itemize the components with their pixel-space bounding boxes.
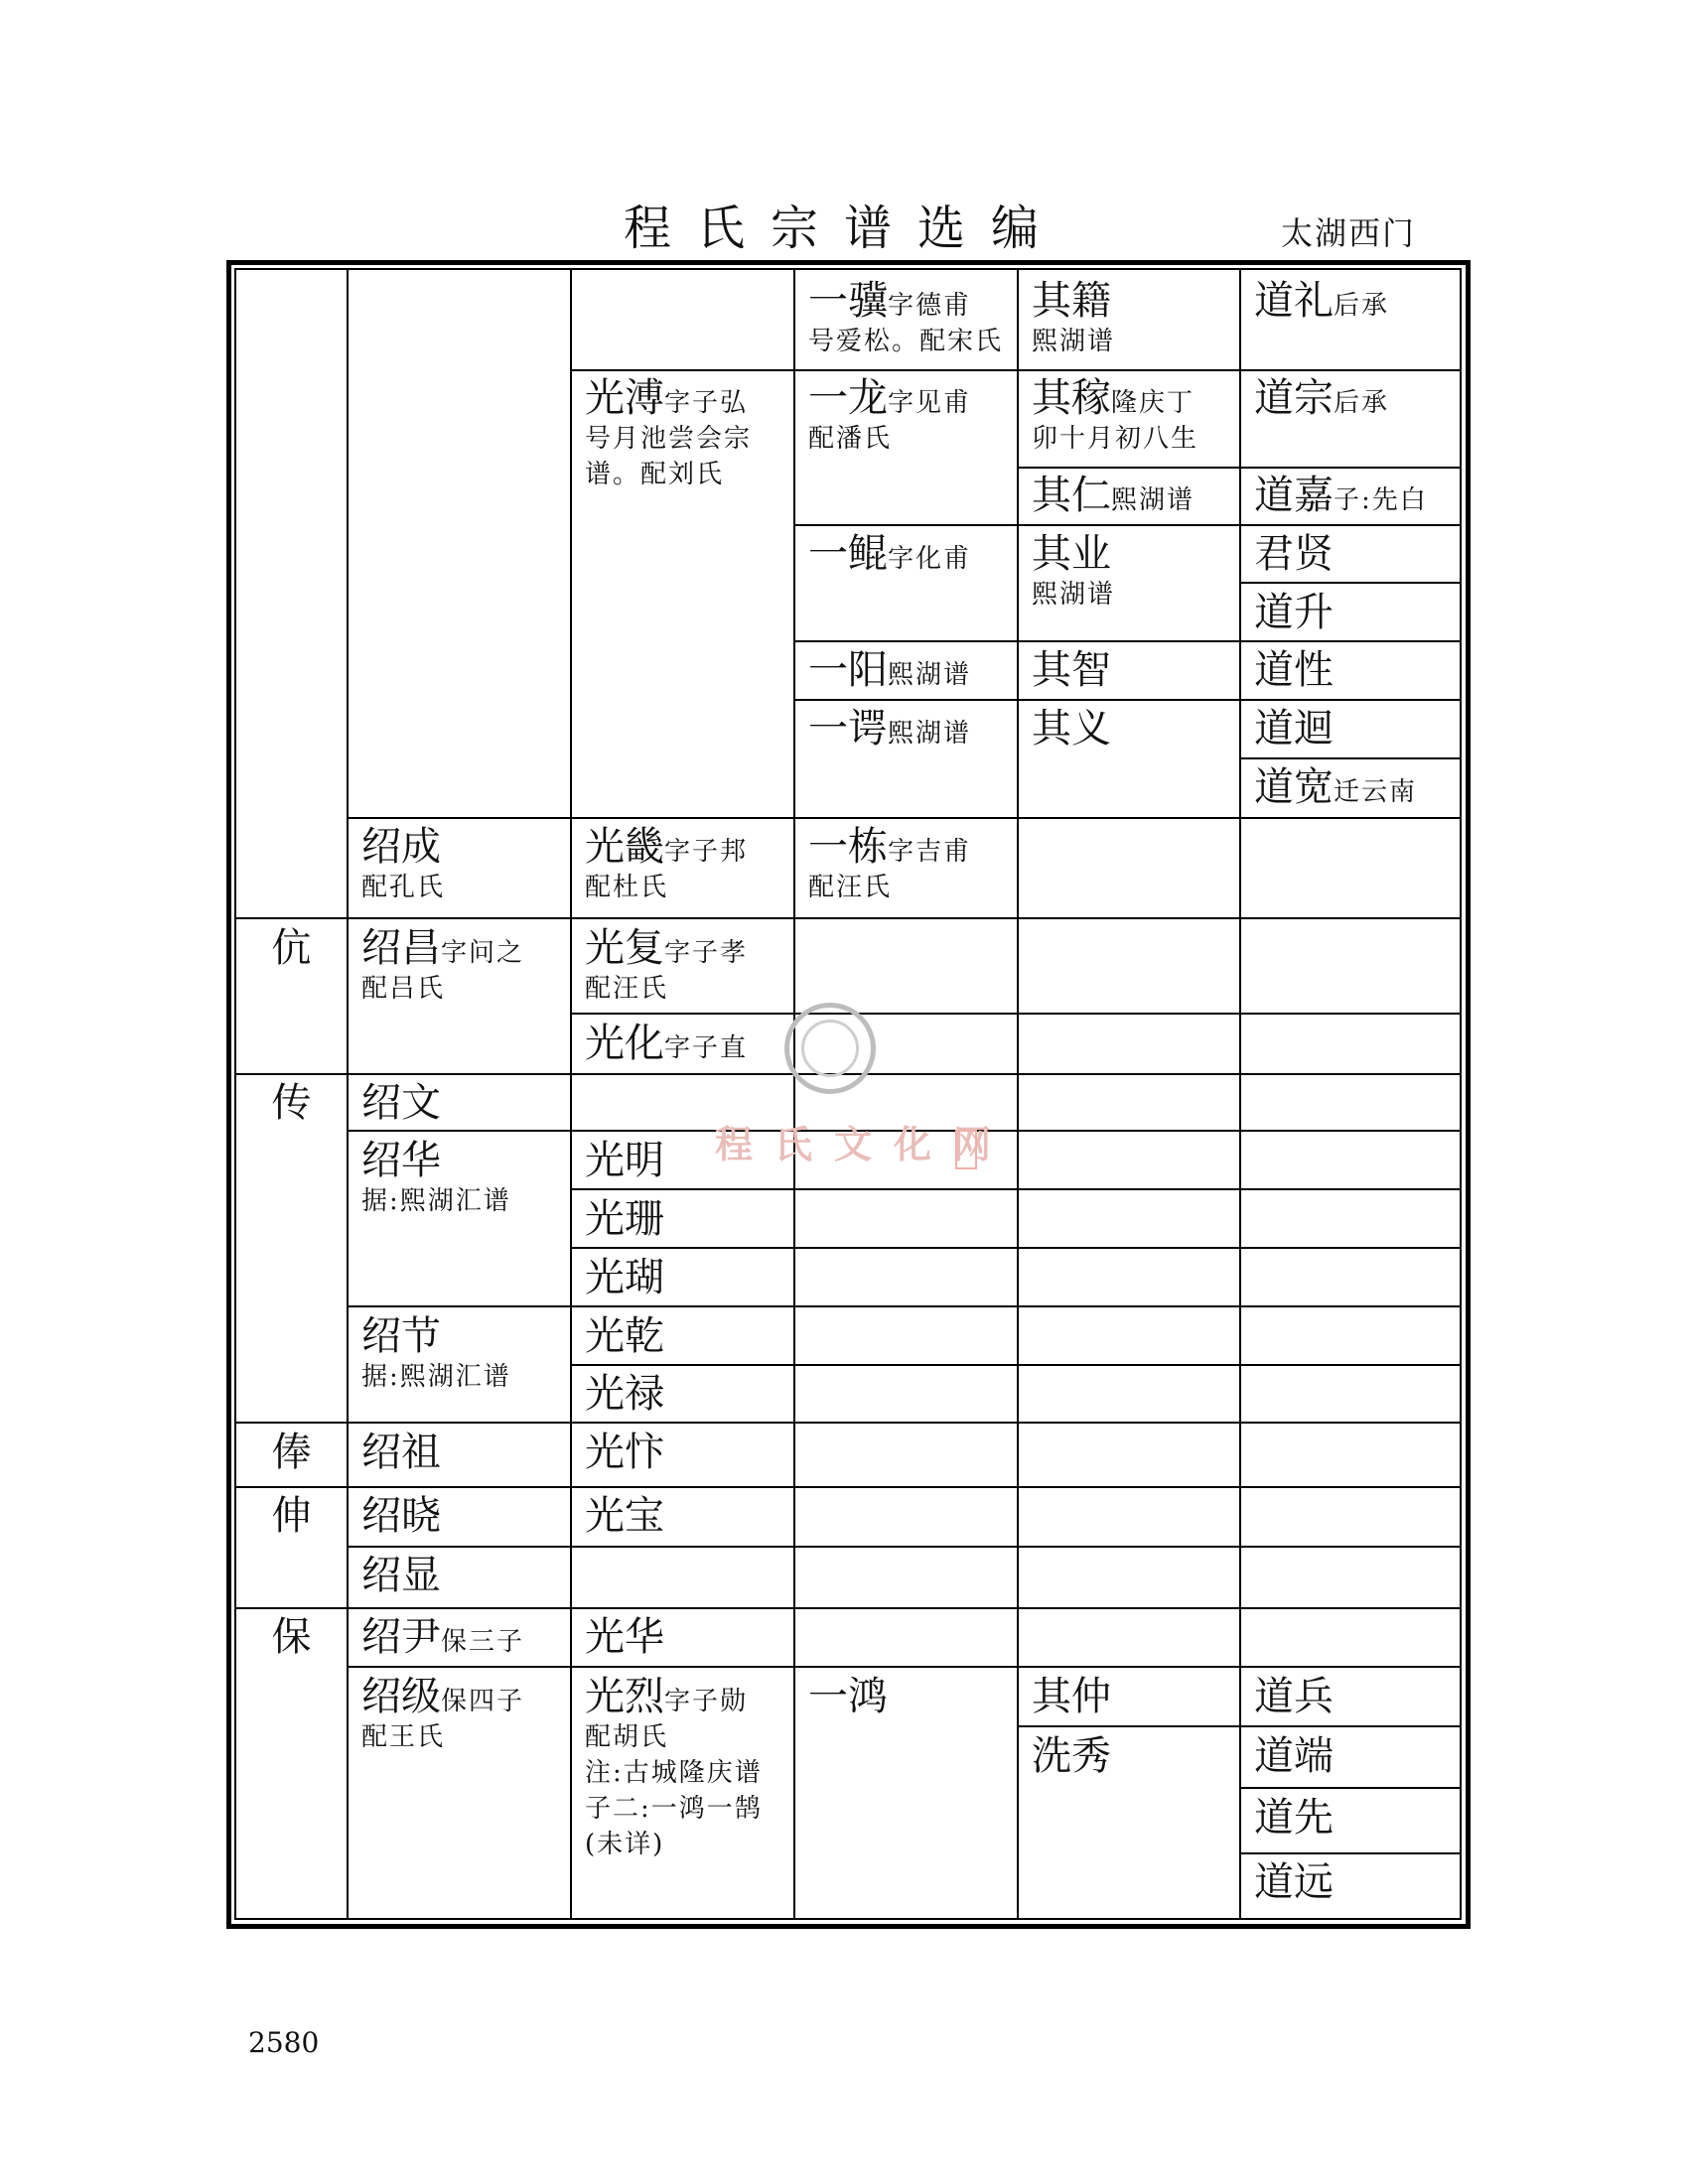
person-guanghu: 光瑚 xyxy=(585,1255,664,1300)
person-shaoyin: 绍尹保三子 xyxy=(361,1614,525,1660)
person-shaohua: 绍华 据:熙湖汇谱 xyxy=(361,1138,511,1216)
person-daojiong: 道迴 xyxy=(1254,706,1334,751)
person-qizhi: 其智 xyxy=(1032,647,1111,693)
generation-kang: 伉 xyxy=(271,925,312,971)
person-yilong: 一龙字见甫 配潘氏 xyxy=(808,375,972,454)
person-qiye: 其业 熙湖谱 xyxy=(1032,531,1116,610)
person-guanglie: 光烈字子勋 配胡氏 注:古城隆庆谱 子二:一鸿一鹄 (未详) xyxy=(585,1674,763,1859)
watermark-stamp xyxy=(955,1130,977,1169)
generation-chuan: 传 xyxy=(271,1080,312,1126)
person-qiyi: 其义 xyxy=(1032,706,1111,751)
person-yikun: 一鲲字化甫 xyxy=(808,531,972,577)
person-yidong: 一栋字吉甫 配汪氏 xyxy=(808,824,972,902)
person-guangbian: 光忭 xyxy=(585,1430,664,1475)
person-qiji: 其籍 熙湖谱 xyxy=(1032,278,1116,356)
person-xixiu: 洗秀 xyxy=(1032,1733,1111,1779)
person-shaojie: 绍节 据:熙湖汇谱 xyxy=(361,1313,511,1392)
person-yie: 一谔熙湖谱 xyxy=(808,706,972,751)
person-qijia: 其稼隆庆丁 卯十月初八生 xyxy=(1032,375,1199,454)
person-guanghua: 光华 xyxy=(585,1614,664,1660)
person-yihong: 一鸿 xyxy=(808,1674,888,1719)
person-guanglu: 光禄 xyxy=(585,1371,664,1417)
person-shaocheng: 绍成 配孔氏 xyxy=(361,824,446,902)
person-daoxian: 道先 xyxy=(1254,1795,1334,1841)
person-guangfu: 光复字子孝 配汪氏 xyxy=(585,925,749,1004)
person-daoduan: 道端 xyxy=(1254,1733,1334,1779)
person-shaoxiao: 绍晓 xyxy=(361,1493,441,1539)
person-daojia: 道嘉子:先白 xyxy=(1254,473,1428,518)
person-guangming: 光明 xyxy=(585,1138,664,1183)
person-daokuan: 道宽迁云南 xyxy=(1254,764,1418,810)
page-title: 程氏宗谱选编 xyxy=(623,201,1064,256)
generation-shen: 伸 xyxy=(271,1493,312,1539)
person-daozong: 道宗后承 xyxy=(1254,375,1390,421)
person-daoxing: 道性 xyxy=(1254,647,1334,693)
person-shaochang: 绍昌字问之 配吕氏 xyxy=(361,925,525,1004)
generation-feng: 俸 xyxy=(271,1430,312,1475)
person-guangshan: 光珊 xyxy=(585,1196,664,1242)
person-shaowen: 绍文 xyxy=(361,1080,441,1126)
page-number: 2580 xyxy=(248,2026,320,2059)
person-guangqian: 光乾 xyxy=(585,1313,664,1359)
branch-subtitle: 太湖西门 xyxy=(1281,214,1417,252)
person-daoyuan: 道远 xyxy=(1254,1859,1334,1905)
person-shaozu: 绍祖 xyxy=(361,1430,441,1475)
person-shaoji: 绍级保四子 配王氏 xyxy=(361,1674,525,1752)
person-junxian: 君贤 xyxy=(1254,531,1334,577)
person-yiyang: 一阳熙湖谱 xyxy=(808,647,972,693)
person-qiren: 其仁熙湖谱 xyxy=(1032,473,1196,518)
watermark-text: 程氏文化网 xyxy=(715,1122,1014,1166)
person-shaoxian: 绍显 xyxy=(361,1553,441,1598)
person-daosheng: 道升 xyxy=(1254,590,1334,635)
watermark-seal xyxy=(784,1003,876,1094)
person-qizhong: 其仲 xyxy=(1032,1674,1111,1719)
person-guangpu: 光溥字子弘 号月池尝会宗 谱。配刘氏 xyxy=(585,375,753,489)
generation-bao: 保 xyxy=(271,1614,312,1660)
person-daoli: 道礼后承 xyxy=(1254,278,1390,324)
person-yiji: 一骥字德甫 号爱松。配宋氏 xyxy=(808,278,1004,356)
person-guanghua-zhi: 光化字子直 xyxy=(585,1021,749,1066)
person-guangbao: 光宝 xyxy=(585,1493,664,1539)
person-daobing: 道兵 xyxy=(1254,1674,1334,1719)
person-guangji: 光畿字子邦 配杜氏 xyxy=(585,824,749,902)
